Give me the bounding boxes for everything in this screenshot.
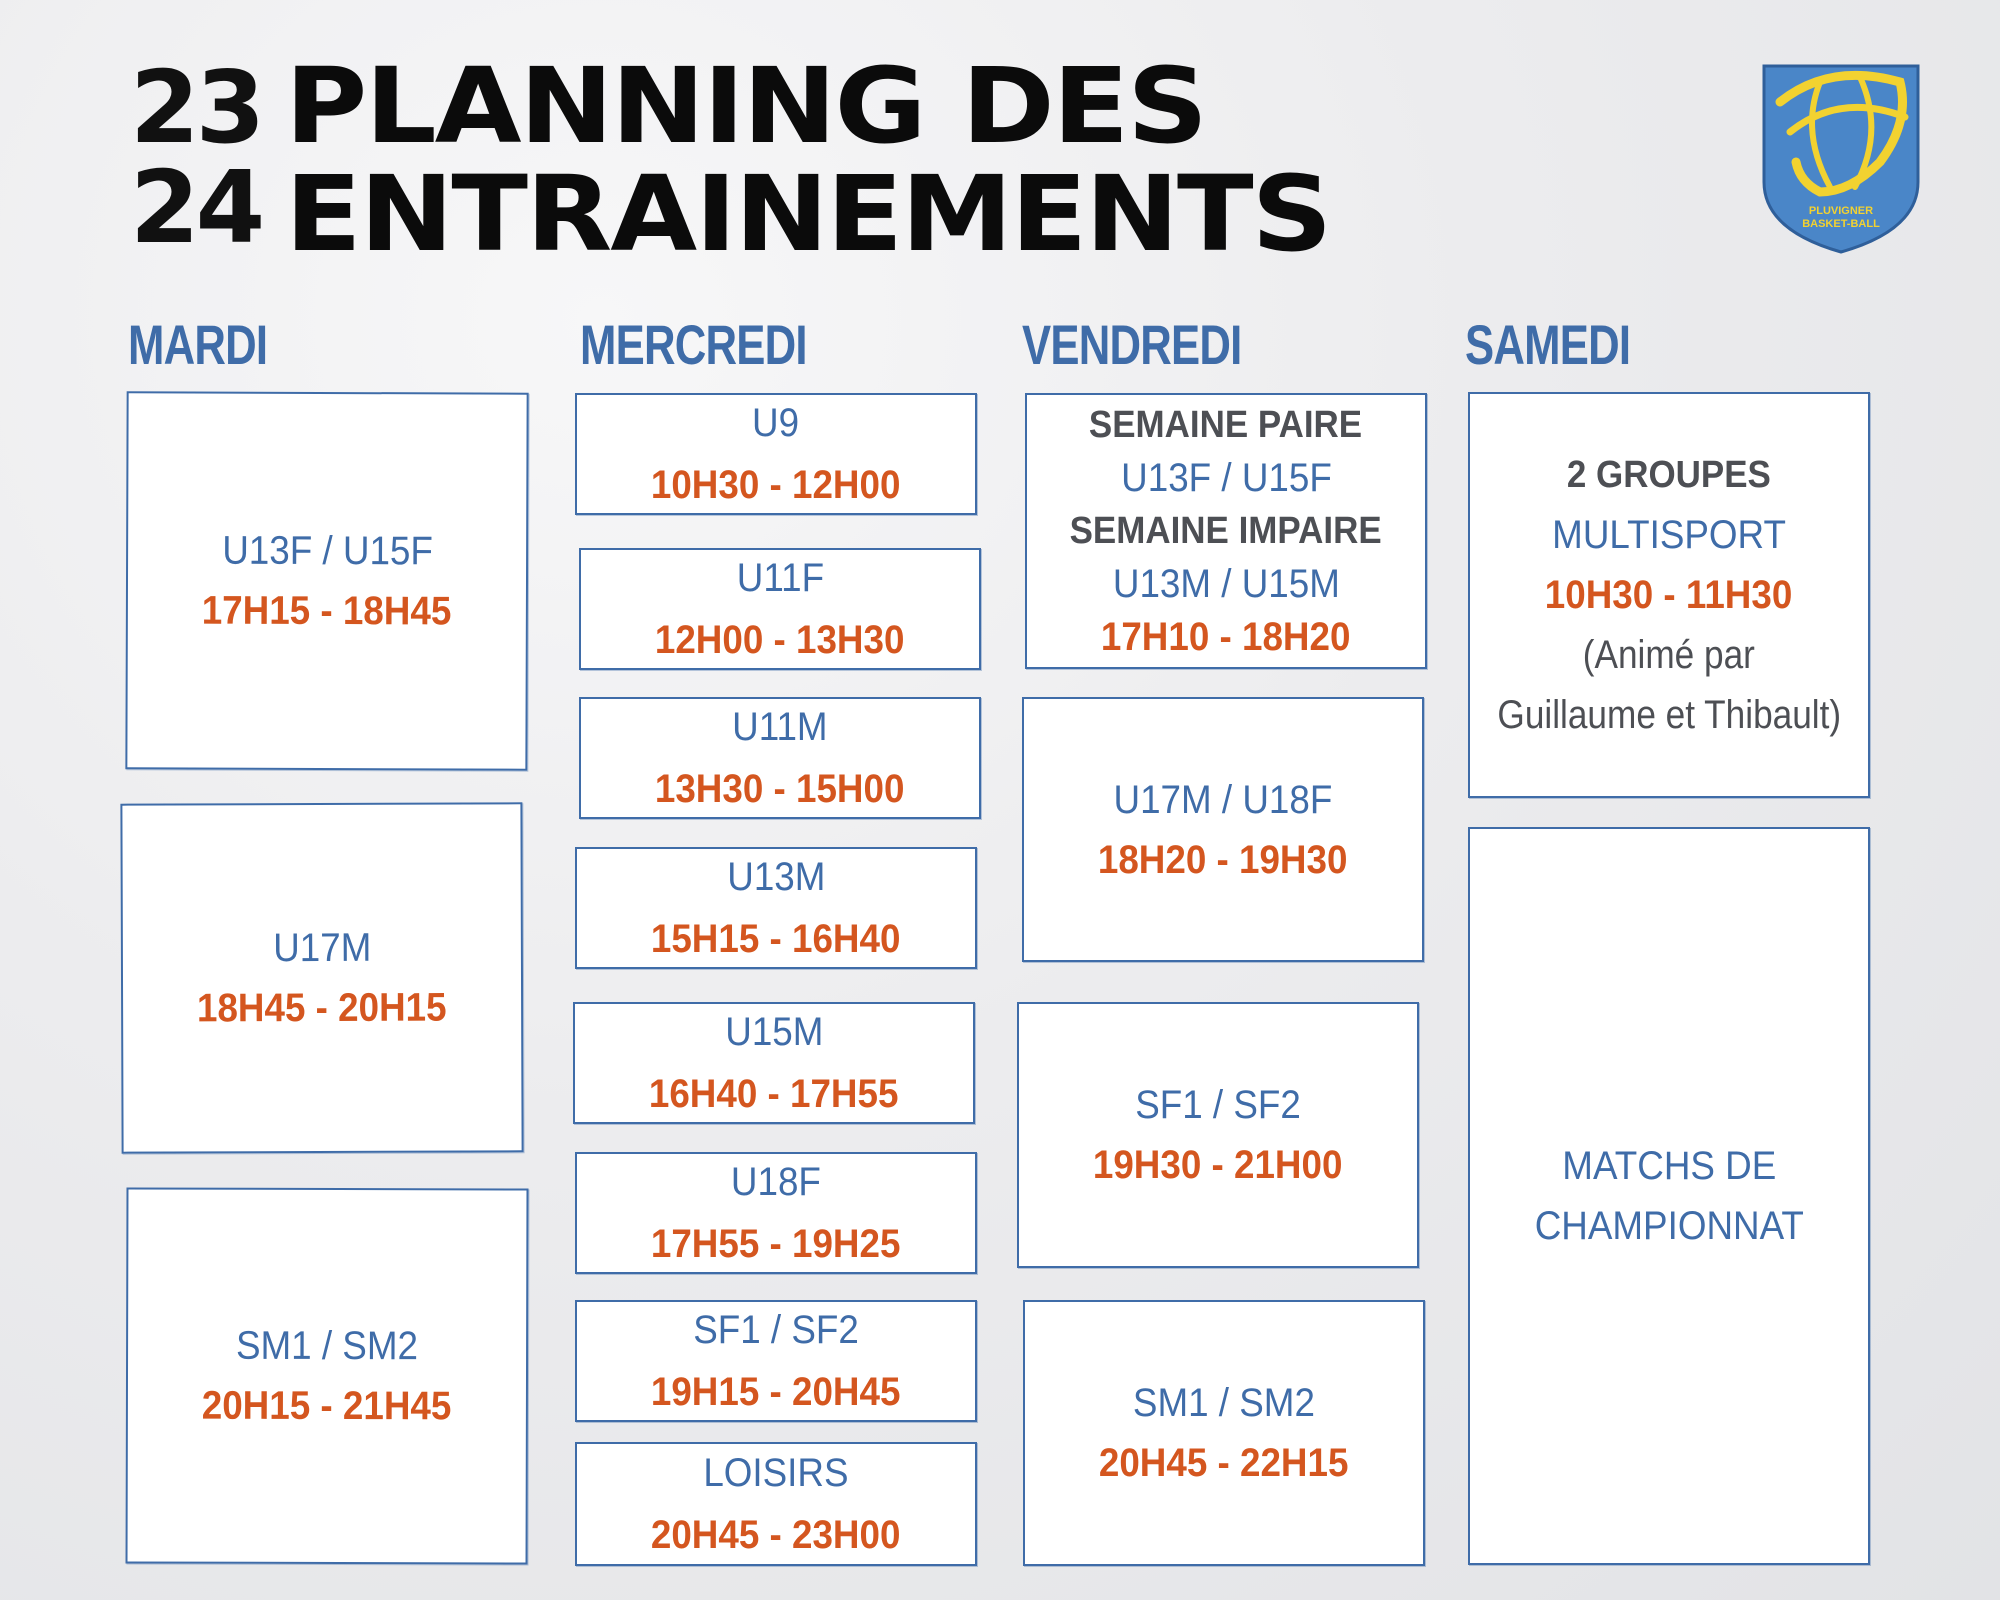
mercredi-slot-8 — [575, 1442, 977, 1566]
slot-time: 19H30 - 21H00 — [1093, 1143, 1343, 1187]
slot-time: 13H30 - 15H00 — [655, 767, 905, 811]
club-logo — [1760, 62, 1922, 254]
day-vendredi: VENDREDI — [1022, 313, 1242, 376]
slot-group: U13F / U15F — [1120, 455, 1332, 500]
mardi-slot-3 — [126, 1187, 529, 1564]
matches-line-1: MATCHS DE — [1561, 1144, 1776, 1188]
mercredi-slot-6 — [575, 1152, 977, 1274]
day-mardi: MARDI — [128, 313, 268, 376]
slot-time: 17H10 - 18H20 — [1101, 614, 1351, 659]
slot-group: U13F / U15F — [221, 528, 433, 574]
slot-group: U17M — [272, 925, 372, 971]
mardi-slot-2 — [120, 802, 523, 1153]
slot-group: SF1 / SF2 — [693, 1308, 859, 1352]
mercredi-slot-2 — [579, 548, 981, 670]
slot-group: SM1 / SM2 — [1132, 1381, 1316, 1425]
vendredi-slot-4 — [1023, 1300, 1425, 1566]
vendredi-slot-1 — [1025, 393, 1427, 669]
day-mercredi: MERCREDI — [580, 313, 807, 376]
mercredi-slot-4 — [575, 847, 977, 969]
vendredi-slot-2 — [1022, 697, 1424, 962]
samedi-slot-2 — [1468, 827, 1870, 1565]
slot-group: U17M / U18F — [1113, 777, 1333, 822]
season-year-bottom: 24 — [130, 149, 262, 266]
mercredi-slot-3 — [579, 697, 981, 819]
slot-group: SF1 / SF2 — [1135, 1083, 1301, 1127]
slot-group: U11M — [732, 705, 828, 749]
logo-text-1: PLUVIGNER — [1808, 205, 1874, 217]
slot-time: 20H45 - 22H15 — [1099, 1441, 1349, 1485]
slot-group: SM1 / SM2 — [236, 1323, 419, 1369]
slot-time: 19H15 - 20H45 — [651, 1370, 901, 1414]
day-samedi: SAMEDI — [1465, 313, 1631, 376]
slot-time: 10H30 - 11H30 — [1545, 573, 1793, 617]
slot-time: 15H15 - 16H40 — [651, 917, 901, 961]
title-line-2: ENTRAINEMENTS — [285, 153, 1331, 275]
slot-group: MULTISPORT — [1552, 513, 1786, 557]
logo-text-2: BASKET-BALL — [1802, 218, 1880, 230]
season-year-top: 23 — [130, 49, 262, 166]
slot-group: U13M / U15M — [1112, 561, 1340, 606]
page-title — [285, 45, 1331, 275]
slot-group: U9 — [752, 401, 800, 445]
samedi-slot-1 — [1468, 392, 1870, 798]
slot-group: U15M — [724, 1010, 824, 1054]
slot-group: U18F — [731, 1160, 821, 1204]
slot-time: 16H40 - 17H55 — [649, 1072, 899, 1116]
slot-time: 17H15 - 18H45 — [202, 588, 452, 634]
slot-group: U13M — [726, 855, 826, 899]
title-line-1: PLANNING DES — [285, 45, 1206, 167]
slot-group: LOISIRS — [703, 1451, 849, 1495]
mercredi-slot-5 — [573, 1002, 975, 1124]
slot-time: 20H45 - 23H00 — [651, 1513, 901, 1557]
week-even-label: SEMAINE PAIRE — [1089, 403, 1363, 446]
mercredi-slot-1 — [575, 393, 977, 515]
slot-time: 18H20 - 19H30 — [1098, 837, 1348, 882]
slot-time: 10H30 - 12H00 — [651, 463, 901, 507]
vendredi-slot-3 — [1017, 1002, 1419, 1268]
slot-note-line-2: Guillaume et Thibault) — [1497, 693, 1841, 737]
slot-note-line-1: (Animé par — [1582, 633, 1756, 677]
groups-label: 2 GROUPES — [1566, 454, 1771, 496]
mercredi-slot-7 — [575, 1300, 977, 1422]
slot-time: 20H15 - 21H45 — [202, 1383, 452, 1429]
slot-group: U11F — [736, 556, 824, 600]
matches-line-2: CHAMPIONNAT — [1534, 1204, 1804, 1248]
slot-time: 17H55 - 19H25 — [651, 1222, 901, 1266]
week-odd-label: SEMAINE IMPAIRE — [1069, 509, 1383, 552]
season-year — [130, 49, 262, 266]
slot-time: 18H45 - 20H15 — [197, 985, 447, 1031]
mardi-slot-1 — [125, 391, 528, 770]
slot-time: 12H00 - 13H30 — [655, 618, 905, 662]
